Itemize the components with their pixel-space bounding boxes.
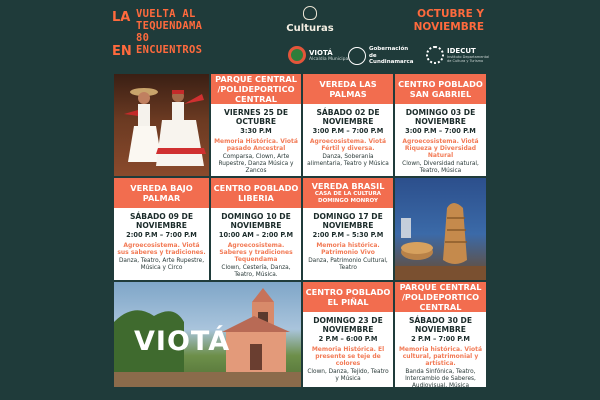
crafts-photo <box>395 178 486 280</box>
event-place: CENTRO POBLADO SAN GABRIEL <box>395 74 486 104</box>
event-activities: Comparsa, Clown, Arte Rupestre, Danza Música y Zancos <box>218 153 294 174</box>
event-card <box>211 74 301 176</box>
event-date: DOMINGO 23 DE NOVIEMBRE <box>313 316 383 334</box>
event-card <box>211 178 301 280</box>
event-place: VEREDA BAJO PALMAR <box>114 178 209 208</box>
event-activities: Danza, Teatro, Arte Rupestre, Música y Circo <box>118 257 205 271</box>
title-num: 80 <box>136 32 150 44</box>
gobernacion-crest-icon <box>348 47 366 65</box>
gobernacion-logo: Gobernación de Cundinamarca <box>348 46 413 66</box>
event-place: VEREDA BRASIL CASA DE LA CULTURA DOMINGO MONROY <box>303 178 393 208</box>
event-date: SÁBADO 02 DE NOVIEMBRE <box>316 108 380 126</box>
title-num-row <box>136 32 236 44</box>
event-date: DOMINGO 03 DE NOVIEMBRE <box>405 108 476 126</box>
event-memory: Agroecosistema. Viotá sus saberes y tradiciones. <box>117 241 206 256</box>
event-activities: Clown, Danza, Tejido, Teatro y Música <box>307 368 389 382</box>
title-en: EN <box>112 44 132 59</box>
event-date: SÁBADO 09 DE NOVIEMBRE <box>129 212 194 230</box>
title-la: LA <box>112 10 131 25</box>
event-memory: Agroecosistema. Viotá Fértil y diversa. <box>309 137 387 152</box>
event-place: CENTRO POBLADO LIBERIA <box>211 178 301 208</box>
event-date: DOMINGO 17 DE NOVIEMBRE <box>313 212 383 230</box>
event-place: PARQUE CENTRAL /POLIDEPORTICO CENTRAL <box>211 74 301 104</box>
event-time: 3:00 P.M – 7:00 P.M <box>312 127 384 135</box>
event-title <box>112 8 242 70</box>
event-activities: Banda Sinfónica, Teatro, Intercambio de Saberes, Audiovisual, Música <box>405 368 476 387</box>
event-memory: Memoria histórica. Viotá cultural, patrimonial y artística. <box>398 345 483 367</box>
event-time: 2 P.M – 6:00 P.M <box>318 335 378 343</box>
event-date: SÁBADO 30 DE NOVIEMBRE <box>408 316 473 334</box>
event-activities: Danza, Soberanía alimentaria, Teatro y Música <box>307 153 389 167</box>
events-grid <box>114 74 486 387</box>
event-time: 2:00 P.M – 7:00 P.M <box>126 231 197 239</box>
event-place: PARQUE CENTRAL /POLIDEPORTICO CENTRAL <box>395 282 486 312</box>
culturas-logo <box>282 6 338 34</box>
event-memory: Agroecosistema. Saberes y tradiciones Tequendama <box>219 241 293 263</box>
crest-icon <box>303 6 317 20</box>
event-memory: Memoria Histórica. Viotá pasado Ancestral <box>214 137 298 152</box>
event-time: 3:30 P.M <box>240 127 272 135</box>
date-range: OCTUBRE Y NOVIEMBRE <box>413 8 484 33</box>
idecut-logo: IDECUT Instituto Departamental de Cultura y Turismo <box>426 46 491 64</box>
event-card <box>114 178 209 280</box>
event-place: VEREDA LAS PALMAS <box>303 74 393 104</box>
title-line3: ENCUENTROS <box>136 44 203 56</box>
photo-caption: VIOTÁ <box>134 326 231 357</box>
event-time: 2 P.M – 7:00 P.M <box>411 335 470 343</box>
viota-photo <box>114 282 301 387</box>
dancers-photo <box>114 74 209 176</box>
title-line1: VUELTA AL <box>136 8 196 20</box>
event-card <box>303 74 393 176</box>
event-activities: Danza, Patrimonio Cultural, Teatro <box>308 257 388 271</box>
event-time: 3:00 P.M – 7:00 P.M <box>405 127 476 135</box>
event-card <box>395 282 486 387</box>
brand-label: Culturas <box>286 23 334 34</box>
event-card <box>395 74 486 176</box>
viota-logo: VIOTÁ Alcaldía Municipal <box>288 46 350 64</box>
event-card <box>303 282 393 387</box>
event-time: 10:00 AM – 2:00 P.M <box>218 231 294 239</box>
event-memory: Memoria histórica. Patrimonio Vivo <box>316 241 380 256</box>
event-date: DOMINGO 10 DE NOVIEMBRE <box>221 212 291 230</box>
event-place: CENTRO POBLADO EL PIÑAL <box>303 282 393 312</box>
event-memory: Memoria Histórica. El presente se teje de colores <box>311 345 385 367</box>
event-place-sub: CASA DE LA CULTURA DOMINGO MONROY <box>314 191 382 204</box>
idecut-mark-icon <box>426 46 444 64</box>
event-time: 2:00 P.M – 5:30 P.M <box>312 231 384 239</box>
event-card <box>303 178 393 280</box>
viota-mark-icon <box>288 46 306 64</box>
event-activities: Clown, Diversidad natural, Teatro, Música <box>402 160 479 174</box>
event-activities: Clown, Cestería, Danza, Teatro, Música. <box>221 264 291 278</box>
event-date: VIERNES 25 DE OCTUBRE <box>223 108 289 126</box>
sponsor-logos <box>288 46 490 68</box>
event-memory: Agroecosistema. Viotá Riqueza y Diversidad Natural <box>402 137 479 159</box>
title-line2: TEQUENDAMA <box>136 20 203 32</box>
